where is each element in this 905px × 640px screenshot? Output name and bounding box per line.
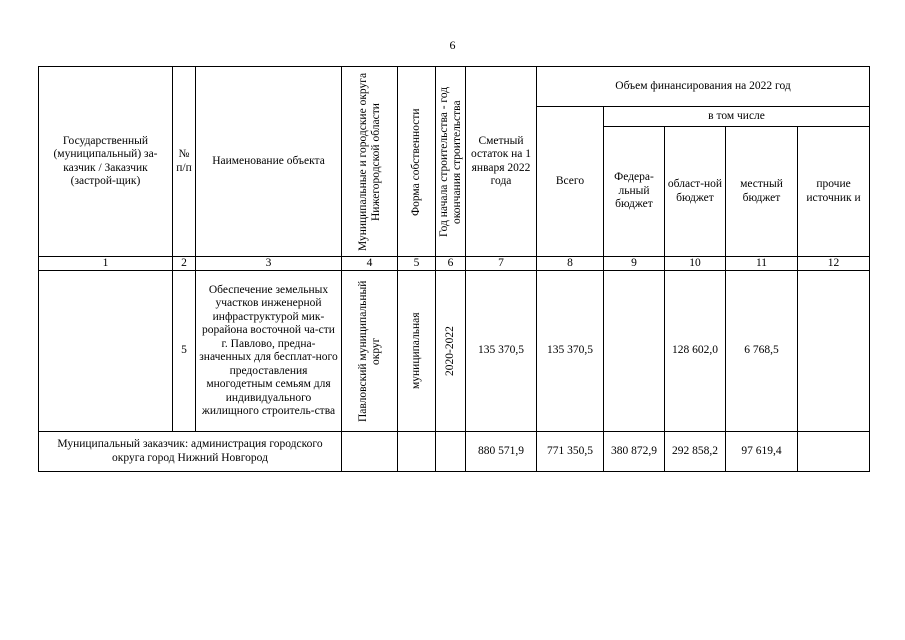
column-number: 2 bbox=[173, 257, 196, 271]
header-municipality: Муниципальные и городские округа Нижегородской области bbox=[356, 72, 382, 251]
header-regional: област-ной бюджет bbox=[665, 127, 726, 257]
column-number: 8 bbox=[537, 257, 604, 271]
row-ownership-cell bbox=[398, 271, 436, 432]
header-ownership: Форма собственности bbox=[410, 107, 422, 216]
total-municipality bbox=[342, 432, 398, 472]
total-federal: 380 872,9 bbox=[604, 432, 665, 472]
header-municipality-cell bbox=[342, 67, 398, 257]
column-number: 3 bbox=[196, 257, 342, 271]
row-municipality: Павловский муниципальный округ bbox=[356, 280, 382, 422]
row-regional: 128 602,0 bbox=[665, 271, 726, 432]
total-customer-label: Муниципальный заказчик: администрация городского округа город Нижний Новгород bbox=[39, 432, 342, 472]
row-customer bbox=[39, 271, 173, 432]
header-num: № п/п bbox=[173, 67, 196, 257]
table-row bbox=[39, 271, 870, 432]
row-estimated-balance: 135 370,5 bbox=[466, 271, 537, 432]
total-total: 771 350,5 bbox=[537, 432, 604, 472]
row-total: 135 370,5 bbox=[537, 271, 604, 432]
row-object-name: Обеспечение земельных участков инженерной инфраструктурой мик-рорайона восточной ча-сти г. Павлово, предна-значенных для бесплат-ного предоставления многодетным семьям для индивидуального жилищного строитель-ства bbox=[196, 271, 342, 432]
total-other bbox=[798, 432, 870, 472]
row-years: 2020-2022 bbox=[444, 326, 456, 376]
row-years-cell bbox=[436, 271, 466, 432]
column-number: 4 bbox=[342, 257, 398, 271]
header-ownership-cell bbox=[398, 67, 436, 257]
column-number: 9 bbox=[604, 257, 665, 271]
header-financing: Объем финансирования на 2022 год bbox=[537, 67, 870, 107]
header-estimated-balance: Сметный остаток на 1 января 2022 года bbox=[466, 67, 537, 257]
row-municipality-cell bbox=[342, 271, 398, 432]
financing-table bbox=[38, 66, 870, 472]
header-including: в том числе bbox=[604, 107, 870, 127]
header-other: прочие источник и bbox=[798, 127, 870, 257]
column-number: 5 bbox=[398, 257, 436, 271]
header-total: Всего bbox=[537, 107, 604, 257]
row-num: 5 bbox=[173, 271, 196, 432]
column-number: 1 bbox=[39, 257, 173, 271]
column-number: 6 bbox=[436, 257, 466, 271]
total-ownership bbox=[398, 432, 436, 472]
header-object-name: Наименование объекта bbox=[196, 67, 342, 257]
total-row bbox=[39, 432, 870, 472]
row-other bbox=[798, 271, 870, 432]
total-estimated-balance: 880 571,9 bbox=[466, 432, 537, 472]
total-regional: 292 858,2 bbox=[665, 432, 726, 472]
row-federal bbox=[604, 271, 665, 432]
header-federal: Федера-льный бюджет bbox=[604, 127, 665, 257]
header-years: Год начала строительства - год окончания строительства bbox=[437, 86, 463, 237]
total-years bbox=[436, 432, 466, 472]
header-customer: Государственный (муниципальный) за-казчик / Заказчик (застрой-щик) bbox=[39, 67, 173, 257]
column-number: 12 bbox=[798, 257, 870, 271]
header-years-cell bbox=[436, 67, 466, 257]
header-local: местный бюджет bbox=[726, 127, 798, 257]
column-number: 11 bbox=[726, 257, 798, 271]
total-local: 97 619,4 bbox=[726, 432, 798, 472]
row-ownership: муниципальная bbox=[410, 312, 422, 390]
column-number: 7 bbox=[466, 257, 537, 271]
column-number: 10 bbox=[665, 257, 726, 271]
page-number: 6 bbox=[449, 38, 456, 52]
row-local: 6 768,5 bbox=[726, 271, 798, 432]
